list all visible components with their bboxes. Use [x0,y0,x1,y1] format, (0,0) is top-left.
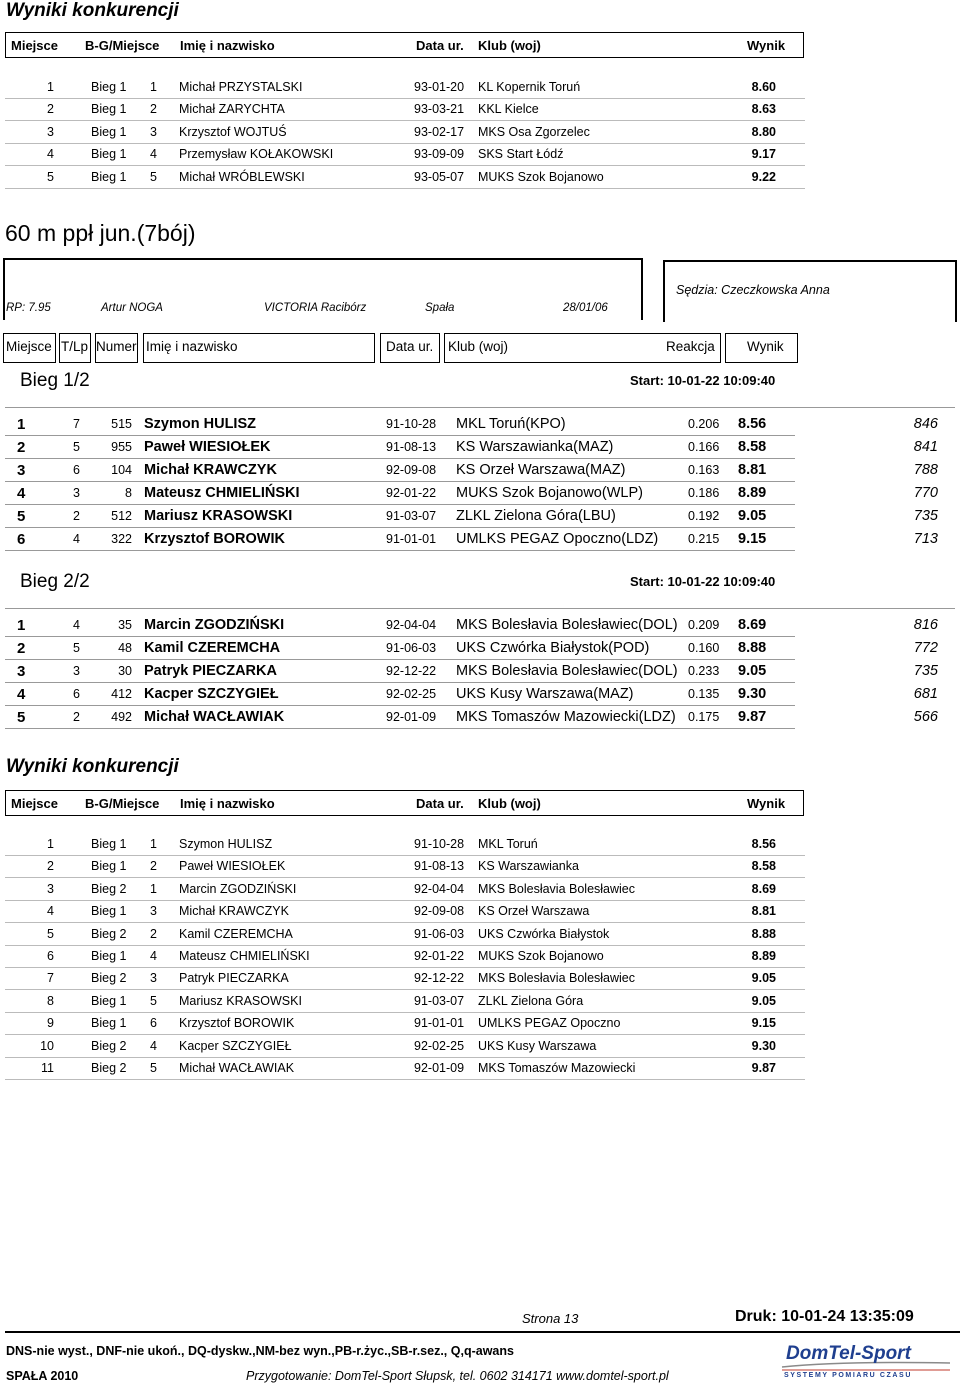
heat-cell: Bieg 2 [91,1061,127,1075]
athlete-name-cell: Michał PRZYSTALSKI [179,80,303,94]
result-cell: 8.58 [738,439,767,455]
club-cell: UMLKS PEGAZ Opoczno [478,1016,621,1031]
lane-cell: 2 [73,710,80,724]
birthdate-cell: 93-05-07 [414,169,465,184]
heat-cell: Bieg 2 [91,971,127,986]
print-date: Druk: 10-01-24 13:35:09 [735,1308,914,1325]
athlete-name-cell: Michał WACŁAWIAK [144,709,285,725]
points-cell: 770 [913,485,938,501]
birthdate-cell: 92-02-25 [386,687,437,701]
club-cell: ZLKL Zielona Góra [478,993,584,1008]
reaction-cell: 0.160 [688,641,720,655]
ev-col-name: Imię i nazwisko [146,339,238,354]
club-cell: MKS Bolesłavia Bolesławiec(DOL) [456,617,678,633]
ev-col-bib: Numer [96,339,137,354]
birthdate-cell: 93-09-09 [414,147,465,162]
athlete-name-cell: Szymon HULISZ [179,837,273,851]
bib-cell: 412 [111,687,132,701]
row-divider [5,1057,805,1058]
result-cell: 9.05 [738,508,767,524]
result-cell: 8.88 [738,640,767,656]
club-cell: MUKS Szok Bojanowo [478,949,604,963]
heat-position-cell: 3 [150,904,157,919]
athlete-name-cell: Marcin ZGODZIŃSKI [179,881,297,896]
place-cell: 1 [17,416,26,433]
athlete-name-cell: Kamil CZEREMCHA [179,926,293,941]
domtel-logo [780,1341,955,1385]
place-cell: 4 [17,686,26,703]
row-divider [5,608,955,609]
birthdate-cell: 92-09-08 [386,463,437,477]
row-divider [5,165,805,166]
row-divider [5,900,805,901]
athlete-name-cell: Michał ZARYCHTA [179,102,285,117]
bib-cell: 955 [111,440,132,454]
athlete-name-cell: Krzysztof BOROWIK [179,1016,295,1031]
row-divider [5,1012,805,1013]
birthdate-cell: 93-01-20 [414,80,465,94]
place-cell: 2 [47,102,54,117]
athlete-name-cell: Szymon HULISZ [144,416,256,432]
heat-cell: Bieg 1 [91,124,127,139]
result-cell: 8.56 [738,416,767,432]
result-cell: 9.15 [751,1016,776,1031]
row-divider [5,922,805,923]
athlete-name-cell: Przemysław KOŁAKOWSKI [179,147,334,162]
summary2-header [5,790,804,816]
athlete-name-cell: Michał WRÓBLEWSKI [179,169,305,184]
judge-name: Sędzia: Czeczkowska Anna [676,283,830,297]
heat-cell: Bieg 1 [91,169,127,184]
lane-cell: 5 [73,440,80,454]
heat-position-cell: 2 [150,926,157,941]
row-divider [5,120,805,121]
summary1-header [5,32,804,58]
page-number: Strona 13 [522,1311,579,1326]
bib-cell: 515 [111,417,132,431]
ev-col-result: Wynik [747,339,784,354]
birthdate-cell: 91-10-28 [414,837,465,851]
row-divider [5,659,795,660]
record-holder: Artur NOGA [101,302,163,314]
heat-title: Bieg 2/2 [20,571,90,592]
result-cell: 8.58 [751,859,776,874]
reaction-cell: 0.233 [688,664,720,678]
athlete-name-cell: Paweł WIESIOŁEK [179,859,286,874]
col-heat-header: B-G/Miejsce [85,796,160,811]
bib-cell: 104 [111,463,132,477]
heat-cell: Bieg 1 [91,1016,127,1031]
athlete-name-cell: Marcin ZGODZIŃSKI [144,617,285,633]
birthdate-cell: 91-08-13 [386,440,437,454]
reaction-cell: 0.163 [688,463,720,477]
place-cell: 5 [47,169,54,184]
bib-cell: 30 [118,664,132,678]
event-header [3,333,798,363]
ev-col-reaction: Reakcja [666,339,715,354]
athlete-name-cell: Michał KRAWCZYK [179,904,289,919]
athlete-name-cell: Krzysztof BOROWIK [144,531,285,547]
heat-position-cell: 5 [150,1061,157,1075]
club-cell: KS Orzeł Warszawa(MAZ) [456,462,626,478]
lane-cell: 6 [73,463,80,477]
record-place: Spała [425,302,455,314]
row-divider [5,407,955,408]
heat-cell: Bieg 1 [91,949,127,963]
lane-cell: 7 [73,417,80,431]
col-place-header: Miejsce [11,38,58,53]
birthdate-cell: 91-06-03 [414,926,465,941]
club-cell: KL Kopernik Toruń [478,80,581,94]
reaction-cell: 0.206 [688,417,720,431]
birthdate-cell: 91-06-03 [386,641,437,655]
club-cell: KS Warszawianka(MAZ) [456,439,614,455]
result-cell: 9.05 [751,971,776,986]
col-heat-header: B-G/Miejsce [85,38,160,53]
lane-cell: 3 [73,486,80,500]
place-cell: 3 [47,881,54,896]
row-divider [5,188,805,189]
col-place-header: Miejsce [11,796,58,811]
result-cell: 9.22 [751,169,776,184]
heat-cell: Bieg 1 [91,859,127,874]
result-cell: 8.81 [751,904,776,919]
heat-title: Bieg 1/2 [20,370,90,391]
athlete-name-cell: Mateusz CHMIELIŃSKI [179,949,310,963]
points-cell: 735 [913,508,938,524]
row-divider [5,481,795,482]
heat-start-time: Start: 10-01-22 10:09:40 [630,373,776,388]
result-cell: 9.05 [751,993,776,1008]
heat-position-cell: 4 [150,1038,157,1053]
footer-legend: DNS-nie wyst., DNF-nie ukoń., DQ-dyskw.,NM-bez wyn.,PB-r.życ.,SB-r.sez., Q,q-awans [6,1344,514,1358]
club-cell: SKS Start Łódź [478,147,564,162]
club-cell: MKS Bolesłavia Bolesławiec [478,881,636,896]
heat-cell: Bieg 1 [91,904,127,919]
result-cell: 9.30 [738,686,767,702]
birthdate-cell: 91-10-28 [386,417,437,431]
points-cell: 816 [913,617,938,633]
record-club: VICTORIA Racibórz [264,302,367,314]
club-cell: MKL Toruń [478,837,538,851]
points-cell: 772 [913,640,938,656]
row-divider [5,877,805,878]
place-cell: 2 [17,640,26,657]
place-cell: 5 [17,508,26,525]
club-cell: MUKS Szok Bojanowo(WLP) [456,485,643,501]
birthdate-cell: 92-01-09 [414,1061,465,1075]
result-cell: 8.60 [751,80,776,94]
reaction-cell: 0.135 [688,687,720,701]
lane-cell: 6 [73,687,80,701]
result-cell: 9.30 [751,1038,776,1053]
result-cell: 9.17 [751,147,776,162]
place-cell: 8 [47,993,54,1008]
bib-cell: 8 [125,486,132,500]
result-cell: 8.69 [738,617,767,633]
col-dob-header: Data ur. [416,796,464,811]
place-cell: 7 [47,971,54,986]
club-cell: MKS Tomaszów Mazowiecki(LDZ) [456,709,676,725]
row-divider [5,682,795,683]
summary1-title: Wyniki konkurencji [6,0,179,21]
place-cell: 4 [17,485,26,502]
col-result-header: Wynik [747,38,786,53]
result-cell: 8.89 [751,949,776,963]
birthdate-cell: 92-01-09 [386,710,437,724]
club-cell: KKL Kielce [478,102,539,117]
place-cell: 5 [47,926,54,941]
heat-position-cell: 4 [150,949,157,963]
club-cell: UKS Czwórka Białystok [478,926,610,941]
place-cell: 4 [47,147,54,162]
heat-position-cell: 1 [150,80,157,94]
place-cell: 3 [47,124,54,139]
club-cell: MKS Bolesłavia Bolesławiec [478,971,636,986]
birthdate-cell: 92-09-08 [414,904,465,919]
col-name-header: Imię i nazwisko [180,796,275,811]
club-cell: MKL Toruń(KPO) [456,416,566,432]
reaction-cell: 0.209 [688,618,720,632]
footer-venue: SPAŁA 2010 [6,1369,79,1383]
record-label: RP: 7.95 [6,302,51,314]
club-cell: UKS Czwórka Białystok(POD) [456,640,650,656]
ev-col-dob: Data ur. [386,339,434,354]
heat-position-cell: 4 [150,147,157,162]
col-name-header: Imię i nazwisko [180,38,275,53]
heat-cell: Bieg 2 [91,881,127,896]
reaction-cell: 0.215 [688,532,720,546]
row-divider [5,967,805,968]
result-cell: 9.15 [738,531,767,547]
birthdate-cell: 93-02-17 [414,124,465,139]
lane-cell: 3 [73,664,80,678]
logo-subtext: SYSTEMY POMIARU CZASU [784,1372,912,1379]
row-divider [5,1079,805,1080]
reaction-cell: 0.186 [688,486,720,500]
bib-cell: 35 [118,618,132,632]
heat-position-cell: 3 [150,971,157,986]
athlete-name-cell: Michał WACŁAWIAK [179,1061,295,1075]
row-divider [5,527,795,528]
lane-cell: 2 [73,509,80,523]
club-cell: UKS Kusy Warszawa(MAZ) [456,686,634,702]
heat-start-time: Start: 10-01-22 10:09:40 [630,574,776,589]
athlete-name-cell: Patryk PIECZARKA [179,971,289,986]
club-cell: MUKS Szok Bojanowo [478,169,604,184]
ev-col-club: Klub (woj) [448,339,509,354]
athlete-name-cell: Kacper SZCZYGIEŁ [144,686,279,702]
club-cell: MKS Osa Zgorzelec [478,124,590,139]
club-cell: KS Warszawianka [478,859,579,874]
birthdate-cell: 91-03-07 [414,993,465,1008]
place-cell: 2 [47,859,54,874]
birthdate-cell: 92-12-22 [386,664,437,678]
birthdate-cell: 93-03-21 [414,102,465,117]
athlete-name-cell: Paweł WIESIOŁEK [144,439,271,455]
bib-cell: 48 [118,641,132,655]
club-cell: MKS Bolesłavia Bolesławiec(DOL) [456,663,678,679]
club-cell: ZLKL Zielona Góra(LBU) [456,508,616,524]
club-cell: UKS Kusy Warszawa [478,1038,597,1053]
athlete-name-cell: Krzysztof WOJTUŚ [179,124,287,139]
points-cell: 788 [913,462,938,478]
athlete-name-cell: Mariusz KRASOWSKI [179,993,302,1008]
birthdate-cell: 91-08-13 [414,859,465,874]
place-cell: 4 [47,904,54,919]
result-cell: 8.88 [751,926,776,941]
place-cell: 2 [17,439,26,456]
row-divider [5,435,795,436]
result-cell: 8.80 [751,124,776,139]
heat-position-cell: 2 [150,102,157,117]
birthdate-cell: 92-12-22 [414,971,465,986]
heat-position-cell: 5 [150,993,157,1008]
heat-position-cell: 6 [150,1016,157,1031]
athlete-name-cell: Kacper SZCZYGIEŁ [179,1038,292,1053]
bib-cell: 322 [111,532,132,546]
place-cell: 6 [47,949,54,963]
row-divider [5,636,795,637]
bib-cell: 512 [111,509,132,523]
club-cell: KS Orzeł Warszawa [478,904,590,919]
row-divider [5,550,795,551]
row-divider [5,989,805,990]
place-cell: 9 [47,1016,54,1031]
reaction-cell: 0.192 [688,509,720,523]
row-divider [5,143,805,144]
row-divider [5,855,805,856]
place-cell: 5 [17,709,26,726]
reaction-cell: 0.175 [688,710,720,724]
record-date: 28/01/06 [563,302,608,314]
result-cell: 9.05 [738,663,767,679]
footer-prepared: Przygotowanie: DomTel-Sport Słupsk, tel. 0602 314171 www.domtel-sport.pl [246,1369,669,1383]
heat-position-cell: 2 [150,859,157,874]
athlete-name-cell: Mateusz CHMIELIŃSKI [144,485,300,501]
athlete-name-cell: Kamil CZEREMCHA [144,640,281,656]
lane-cell: 4 [73,532,80,546]
birthdate-cell: 92-01-22 [414,949,465,963]
place-cell: 11 [41,1061,54,1075]
heat-cell: Bieg 2 [91,926,127,941]
col-dob-header: Data ur. [416,38,464,53]
result-cell: 8.81 [738,462,767,478]
heat-cell: Bieg 2 [91,1038,127,1053]
heat-cell: Bieg 1 [91,102,127,117]
birthdate-cell: 92-04-04 [386,618,437,632]
birthdate-cell: 91-01-01 [414,1016,465,1031]
place-cell: 3 [17,462,26,479]
birthdate-cell: 91-03-07 [386,509,437,523]
ev-col-lane: T/Lp [61,339,89,354]
athlete-name-cell: Patryk PIECZARKA [144,663,277,679]
ev-col-place: Miejsce [6,339,52,354]
place-cell: 1 [47,80,54,94]
place-cell: 10 [40,1038,54,1053]
row-divider [5,458,795,459]
club-cell: MKS Tomaszów Mazowiecki [478,1061,636,1075]
points-cell: 566 [913,709,938,725]
birthdate-cell: 92-01-22 [386,486,437,500]
row-divider [5,728,795,729]
birthdate-cell: 91-01-01 [386,532,437,546]
place-cell: 6 [17,531,26,548]
heat-cell: Bieg 1 [91,837,127,851]
heat-position-cell: 1 [150,881,157,896]
place-cell: 3 [17,663,26,680]
points-cell: 841 [913,439,938,455]
birthdate-cell: 92-02-25 [414,1038,465,1053]
points-cell: 681 [913,686,938,702]
footer-rule [5,1331,960,1333]
result-cell: 8.69 [751,881,776,896]
col-result-header: Wynik [747,796,786,811]
col-club-header: Klub (woj) [478,38,541,53]
event-title: 60 m ppł jun.(7bój) [5,220,196,246]
lane-cell: 5 [73,641,80,655]
reaction-cell: 0.166 [688,440,720,454]
result-cell: 9.87 [738,709,767,725]
lane-cell: 4 [73,618,80,632]
heat-cell: Bieg 1 [91,993,127,1008]
heat-cell: Bieg 1 [91,147,127,162]
points-cell: 735 [913,663,938,679]
row-divider [5,98,805,99]
athlete-name-cell: Mariusz KRASOWSKI [144,508,293,524]
result-cell: 8.89 [738,485,767,501]
result-cell: 9.87 [751,1061,776,1075]
points-cell: 713 [913,531,938,547]
bib-cell: 492 [111,710,132,724]
place-cell: 1 [47,837,54,851]
club-cell: UMLKS PEGAZ Opoczno(LDZ) [456,531,659,547]
athlete-name-cell: Michał KRAWCZYK [144,462,277,478]
place-cell: 1 [17,617,26,634]
birthdate-cell: 92-04-04 [414,881,465,896]
row-divider [5,1034,805,1035]
heat-position-cell: 5 [150,169,157,184]
heat-position-cell: 3 [150,124,157,139]
result-cell: 8.63 [751,102,776,117]
summary2-title: Wyniki konkurencji [6,756,179,777]
points-cell: 846 [913,416,938,432]
row-divider [5,945,805,946]
col-club-header: Klub (woj) [478,796,541,811]
heat-cell: Bieg 1 [91,80,127,94]
row-divider [5,705,795,706]
row-divider [5,504,795,505]
logo-text: DomTel-Sport [786,1343,911,1364]
result-cell: 8.56 [751,837,776,851]
heat-position-cell: 1 [150,837,157,851]
